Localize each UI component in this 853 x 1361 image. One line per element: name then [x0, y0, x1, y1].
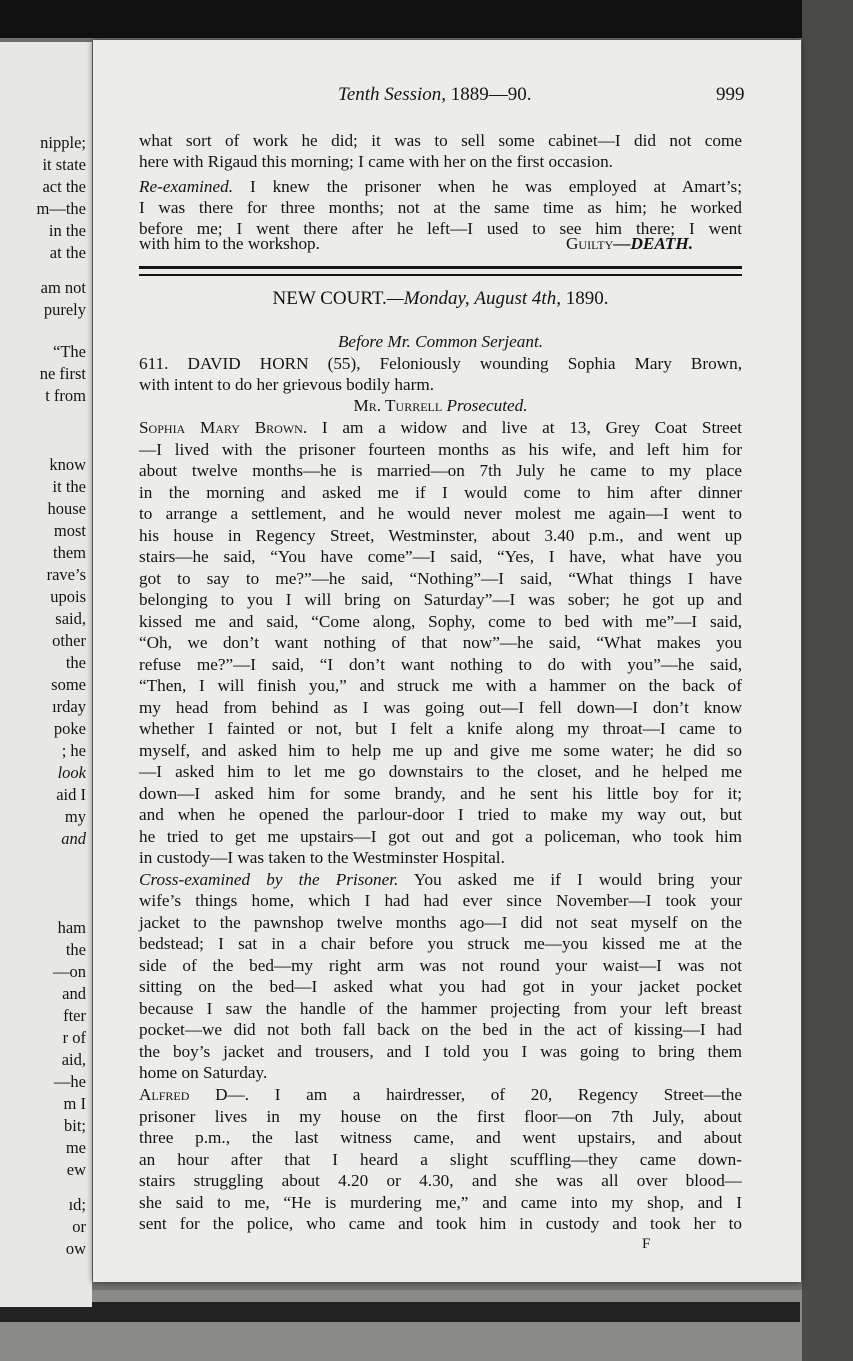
text-line: an hour after that I heard a slight scuffling—they came down- — [139, 1149, 742, 1169]
left-text-fragment: —he — [53, 1072, 86, 1091]
text-line: and when he opened the parlour-door I tried to make my way out, but — [139, 805, 742, 824]
prosecuted-label: Prosecuted. — [446, 396, 528, 415]
text-line: refuse me?”—I said, “I don’t want nothing to do with you”—he said, — [139, 654, 742, 674]
left-text-fragment: am not — [40, 278, 86, 297]
text-line: “Oh, we don’t want nothing of that now”—he said, “What makes you — [139, 633, 742, 652]
session-title: Tenth Session, — [338, 84, 447, 105]
left-text-fragment: rave’s — [46, 565, 86, 584]
court-date: August 4th, — [474, 288, 561, 309]
text-line: whether I fainted or not, but I felt a knife along my throat—I came to — [139, 719, 742, 738]
left-text-fragment: aid, — [61, 1050, 86, 1069]
court-year: 1890. — [565, 288, 609, 309]
witness-line — [139, 418, 742, 438]
text-line: she said to me, “He is murdering me,” and came into my shop, and I — [139, 1192, 742, 1212]
text-line: wife’s things home, which I had had ever since November—I took your — [139, 891, 742, 910]
left-text-fragment: bit; — [63, 1116, 86, 1135]
text-line: to arrange a settlement, and he would never molest me again—I went to — [139, 504, 742, 523]
text-line: side of the bed—my right arm was not round your waist—I was not — [139, 955, 742, 975]
left-text-fragment: t from — [45, 386, 86, 405]
left-text-fragment: it the — [52, 477, 86, 496]
verdict-word: —DEATH. — [613, 234, 694, 253]
left-text-fragment: m I — [63, 1094, 86, 1113]
text-line: three p.m., the last witness came, and went upstairs, and about — [139, 1128, 742, 1147]
left-text-fragment: ırday — [52, 697, 86, 716]
left-text-fragment: look — [57, 763, 86, 782]
witness-text: I am a widow and live at 13, Grey Coat Street — [321, 418, 742, 437]
witness-name: Alfred D—. — [139, 1085, 249, 1104]
left-text-fragment: m—the — [36, 199, 86, 218]
left-text-fragment: or — [72, 1217, 86, 1236]
text-line: before me; I went there after he left—I used to see him there; I went — [139, 219, 742, 238]
left-text-fragment: “The — [53, 342, 86, 361]
text-line: myself, and asked him to help me up and give me some water; he did so — [139, 740, 742, 760]
cross-text: You asked me if I would bring your — [413, 869, 742, 889]
left-text-fragment: know — [49, 455, 86, 474]
text-line: stairs struggling about 4.20 or 4.30, and she was all over blood— — [139, 1171, 742, 1190]
running-header — [338, 84, 532, 106]
court-day: —Monday, — [386, 288, 470, 309]
left-text-fragment: poke — [53, 719, 86, 738]
text-line: “Then, I will finish you,” and struck me with a hammer on the back of — [139, 676, 742, 695]
left-text-fragment: ; he — [61, 741, 86, 760]
prosecutor-name: Mr. Turrell — [353, 396, 443, 415]
text-line: his house in Regency Street, Westminster, about 3.40 p.m., and went up — [139, 525, 742, 545]
text-line: I was there for three months; not at the same time as him; he worked — [139, 198, 742, 217]
left-text-fragment: other — [52, 631, 86, 650]
left-text-fragment: the — [65, 940, 86, 959]
cross-label: Cross-examined by the Prisoner. — [139, 869, 399, 889]
before-line: Before Mr. Common Serjeant. — [337, 332, 544, 351]
text-line: bedstead; I sat in a chair before you struck me—you kissed me at the — [139, 934, 742, 953]
text-line: sent for the police, who came and took him in custody and took her to — [139, 1214, 742, 1233]
reexam-label: Re-examined. — [139, 177, 234, 196]
section-rule-thick — [139, 266, 742, 269]
left-text-fragment: and — [62, 984, 86, 1003]
text-line: got to say to me?”—he said, “Nothing”—I said, “What things I have — [139, 568, 742, 588]
left-text-fragment: ham — [57, 918, 86, 937]
left-text-fragment: —on — [53, 962, 86, 981]
text-line: with him to the workshop. — [139, 234, 320, 253]
text-line: what sort of work he did; it was to sell some cabinet—I did not come — [139, 131, 742, 150]
left-text-fragment: purely — [43, 300, 86, 319]
text-line: stairs—he said, “You have come”—I said, “Yes, I have, what have you — [139, 547, 742, 566]
text-line: jacket to the pawnshop twelve months ago—I did not seat myself on the — [139, 912, 742, 932]
reexam-line — [139, 177, 742, 197]
witness-text: I am a hairdresser, of 20, Regency Street—the — [274, 1085, 742, 1104]
left-text-fragment: fter — [63, 1006, 86, 1025]
text-line: prisoner lives in my house on the first floor—on 7th July, about — [139, 1106, 742, 1126]
court-name: NEW COURT. — [272, 288, 387, 309]
prosecution-line — [139, 396, 742, 416]
left-page-fragment — [0, 42, 92, 1307]
left-text-fragment: at the — [49, 243, 86, 262]
left-text-fragment: my — [64, 807, 86, 826]
left-text-fragment: aid I — [56, 785, 86, 804]
left-text-fragment: house — [47, 499, 86, 518]
text-line: sitting on the bed—I asked what you had got in your jacket pocket — [139, 977, 742, 996]
text-line: here with Rigaud this morning; I came with her on the first occasion. — [139, 152, 613, 171]
text-line: home on Saturday. — [139, 1063, 268, 1082]
text-line: the boy’s jacket and trousers, and I told you I was going to bring them — [139, 1041, 742, 1061]
page-number: 999 — [716, 84, 745, 105]
left-text-fragment: nipple; — [40, 133, 86, 152]
left-text-fragment: r of — [62, 1028, 86, 1047]
left-text-fragment: and — [61, 829, 86, 848]
left-text-fragment: upois — [50, 587, 86, 606]
witness-name: Sophia Mary Brown. — [139, 418, 308, 437]
witness-line — [139, 1085, 742, 1105]
left-text-fragment: most — [53, 521, 86, 540]
left-text-fragment: ne first — [39, 364, 86, 383]
text-line: about twelve months—he is married—on 7th July he came to my place — [139, 461, 742, 480]
text-line: because I saw the handle of the hammer projecting from your left breast — [139, 998, 742, 1018]
signature-mark: F — [642, 1236, 651, 1252]
verdict-label: Guilty — [566, 234, 614, 253]
left-text-fragment: said, — [55, 609, 86, 628]
session-years: 1889—90. — [450, 84, 532, 105]
left-text-fragment: ow — [65, 1239, 86, 1258]
text-line: —I lived with the prisoner fourteen months as his wife, and left him for — [139, 439, 742, 459]
left-text-fragment: it state — [42, 155, 86, 174]
case-line: with intent to do her grievous bodily harm. — [139, 375, 435, 394]
left-text-fragment: them — [53, 543, 86, 562]
text-line: pocket—we did not both fall back on the bed in the act of kissing—I had — [139, 1020, 742, 1039]
left-text-fragment: ew — [66, 1160, 86, 1179]
section-rule-thin — [139, 274, 742, 276]
case-line: 611. DAVID HORN (55), Feloniously wounding Sophia Mary Brown, — [139, 354, 742, 373]
text-line: belonging to you I will bring on Saturday”—I was sober; he got up and — [139, 590, 742, 609]
left-text-fragment: the — [65, 653, 86, 672]
reexam-text: I knew the prisoner when he was employed at Amart’s; — [249, 177, 742, 196]
left-text-fragment: act the — [42, 177, 86, 196]
left-text-fragment: me — [65, 1138, 86, 1157]
court-heading — [139, 288, 742, 310]
text-line: my head from behind as I was going out—I fell down—I don’t know — [139, 697, 742, 717]
verdict — [566, 234, 693, 254]
text-line: down—I asked him for some brandy, and he sent his little boy for it; — [139, 783, 742, 803]
text-line: kissed me and said, “Come along, Sophy, come to bed with me”—I said, — [139, 611, 742, 631]
left-text-fragment: ıd; — [68, 1195, 86, 1214]
text-line: he tried to get me upstairs—I got out and got a policeman, who took him — [139, 826, 742, 846]
text-line: in custody—I was taken to the Westminster Hospital. — [139, 848, 505, 867]
left-text-fragment: in the — [48, 221, 86, 240]
text-line: in the morning and asked me if I would come to him after dinner — [139, 482, 742, 502]
text-line: —I asked him to let me go downstairs to the closet, and he helped me — [139, 762, 742, 781]
left-text-fragment: some — [51, 675, 86, 694]
cross-line — [139, 870, 742, 890]
